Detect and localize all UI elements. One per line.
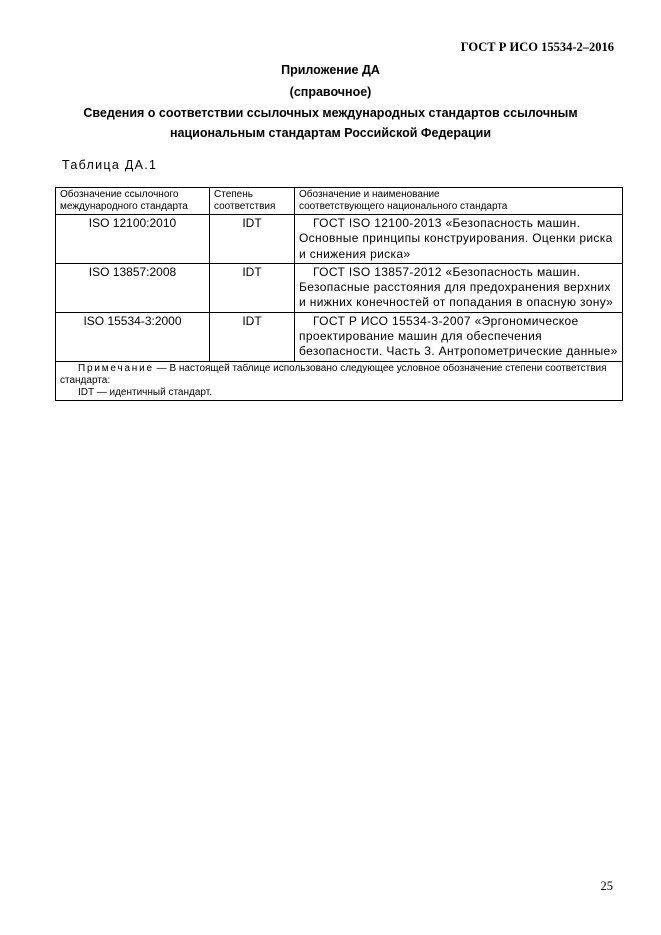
intl-standard-cell: ISO 15534-3:2000 — [56, 312, 210, 361]
national-standard-text: ГОСТ ISO 13857-2012 «Безопасность машин. Безопасные расстояния для предохранения верхних и нижних конечностей от попадания в опасную зону» — [299, 264, 614, 310]
standards-table — [55, 187, 623, 401]
national-standard-cell — [295, 263, 623, 312]
annex-title: Приложение ДА — [281, 63, 380, 77]
table-note-idt: IDT — идентичный стандарт. — [78, 386, 212, 398]
document-code: ГОСТ Р ИСО 15534-2–2016 — [460, 40, 614, 54]
degree-cell: IDT — [210, 263, 295, 312]
intl-standard-cell: ISO 13857:2008 — [56, 263, 210, 312]
national-standard-cell — [295, 312, 623, 361]
column-header-intl-line1: Обозначение ссылочного — [60, 189, 179, 200]
national-standard-cell — [295, 215, 623, 264]
national-standard-text: ГОСТ ISO 12100-2013 «Безопасность машин. Основные принципы конструирования. Оценки риска и снижения риска» — [299, 216, 613, 261]
column-header-degree-line2: соответствия — [214, 201, 276, 212]
table-note-row — [56, 361, 623, 400]
column-header-intl — [56, 188, 210, 215]
annex-description-line2: национальным стандартам Российской Федерации — [169, 125, 492, 140]
annex-description-line1: Сведения о соответствии ссылочных международных стандартов ссылочным — [83, 106, 578, 120]
table-row — [56, 312, 623, 361]
table-note-body: — В настоящей таблице использовано следующее условное обозначение степени соответствия стандарта: — [60, 362, 607, 386]
column-header-intl-line2: международного стандарта — [60, 201, 188, 212]
table-row — [56, 215, 623, 264]
table-label: Таблица ДА.1 — [62, 158, 158, 172]
page-number: 25 — [600, 879, 613, 893]
column-header-national — [295, 188, 623, 215]
column-header-national-line1: Обозначение и наименование — [299, 189, 440, 200]
degree-cell: IDT — [210, 312, 295, 361]
annex-subtitle: (справочное) — [289, 85, 372, 99]
table-row — [56, 263, 623, 312]
table-note — [56, 361, 623, 400]
column-header-national-line2: соответствующего национального стандарта — [299, 201, 508, 212]
table-note-label: Примечание — [78, 362, 154, 374]
table-header-row — [56, 188, 623, 215]
table-note-text — [60, 363, 618, 387]
degree-cell: IDT — [210, 215, 295, 264]
intl-standard-cell: ISO 12100:2010 — [56, 215, 210, 264]
column-header-degree-line1: Степень — [214, 189, 253, 200]
national-standard-text: ГОСТ Р ИСО 15534-3-2007 «Эргономическое проектирование машин для обеспечения безопасности. Часть 3. Антропометрические данные» — [299, 313, 618, 359]
column-header-degree — [210, 188, 295, 215]
annex-description — [0, 104, 661, 143]
